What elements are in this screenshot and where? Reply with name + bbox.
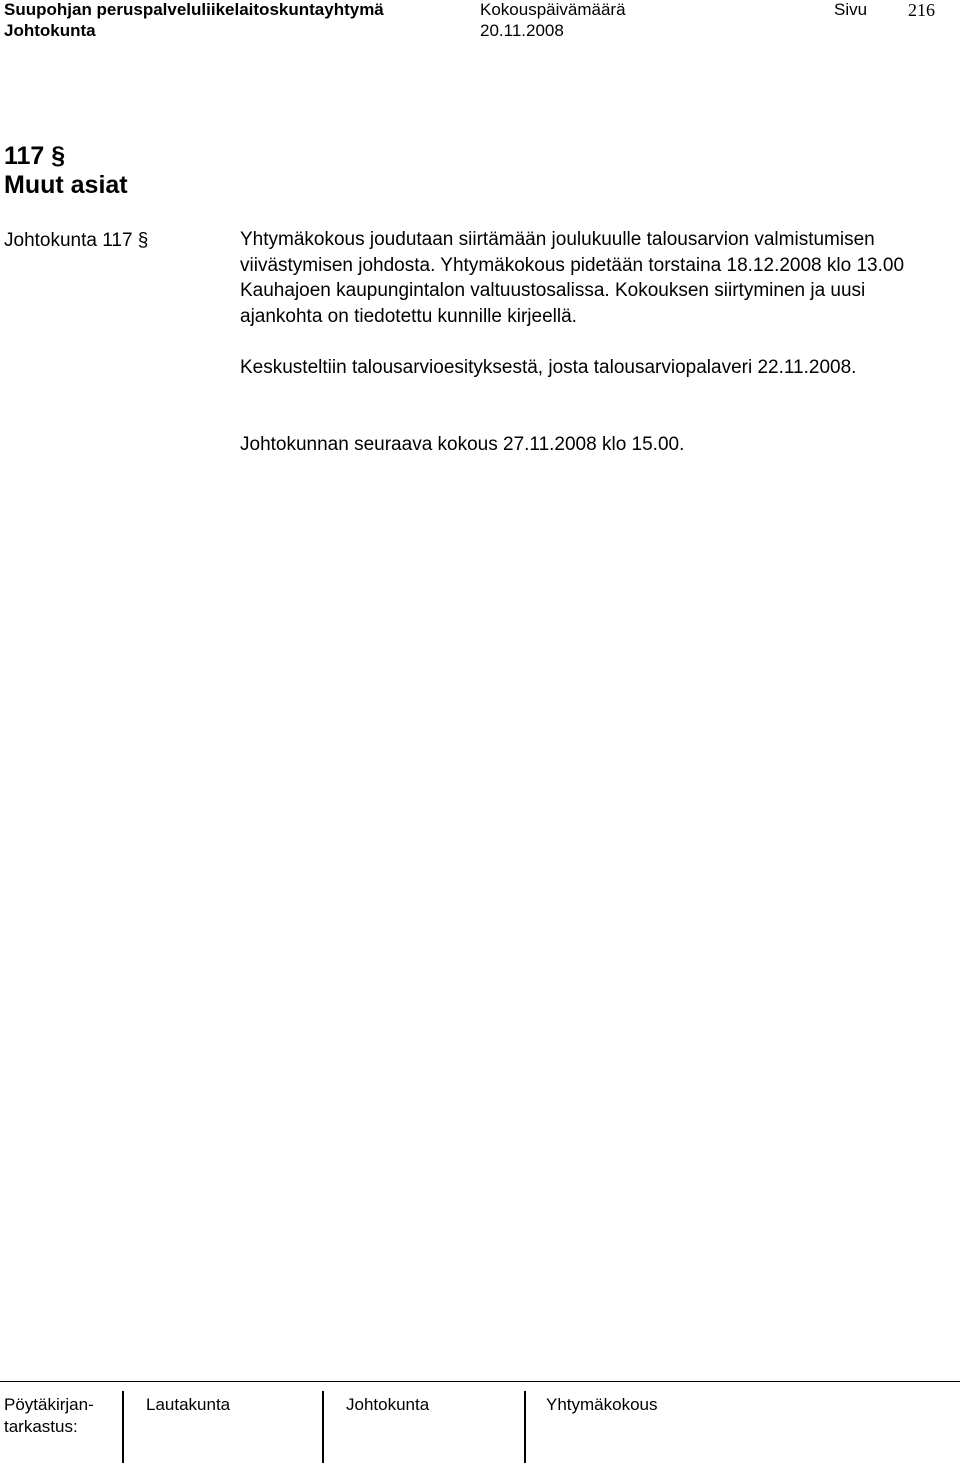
paragraph-meeting-postponed: Yhtymäkokous joudutaan siirtämään joulukuulle talousarvion valmistumisen viivästymisen johdosta. Yhtymäkokous pidetään torstaina 18.12.2008 klo 13.00 Kauhajoen kaupungintalon valtuustosalissa. Kokouksen siirtyminen ja uusi ajankohta on tiedotettu kunnille kirjeellä. [240,229,905,327]
section-number: 117 § [4,142,66,170]
section-title: Muut asiat [4,171,128,199]
paragraph-budget-discussion: Keskusteltiin talousarvioesityksestä, josta talousarviopalaveri 22.11.2008. [240,357,857,378]
signature-separator [122,1391,124,1463]
paragraph-next-meeting: Johtokunnan seuraava kokous 27.11.2008 klo 15.00. [240,434,685,455]
signature-separator [322,1391,324,1463]
section-reference: Johtokunta 117 § [4,230,149,251]
page-label: Sivu [834,0,868,19]
organization-name: Suupohjan peruspalveluliikelaitoskuntayhtymä [4,0,384,19]
footer-column-yhtymakokous: Yhtymäkokous [546,1395,658,1414]
footer-divider [0,1381,960,1382]
footer-column-lautakunta: Lautakunta [146,1395,231,1414]
signature-separator [524,1391,526,1463]
meeting-date-label: Kokouspäivämäärä [480,0,626,19]
meeting-date: 20.11.2008 [480,21,564,40]
footer-column-johtokunta: Johtokunta [346,1395,430,1414]
footer-review-label-cont: tarkastus: [4,1417,78,1436]
footer-review-label: Pöytäkirjan- [4,1395,94,1414]
page-number: 216 [908,0,935,20]
governing-body: Johtokunta [4,21,96,40]
